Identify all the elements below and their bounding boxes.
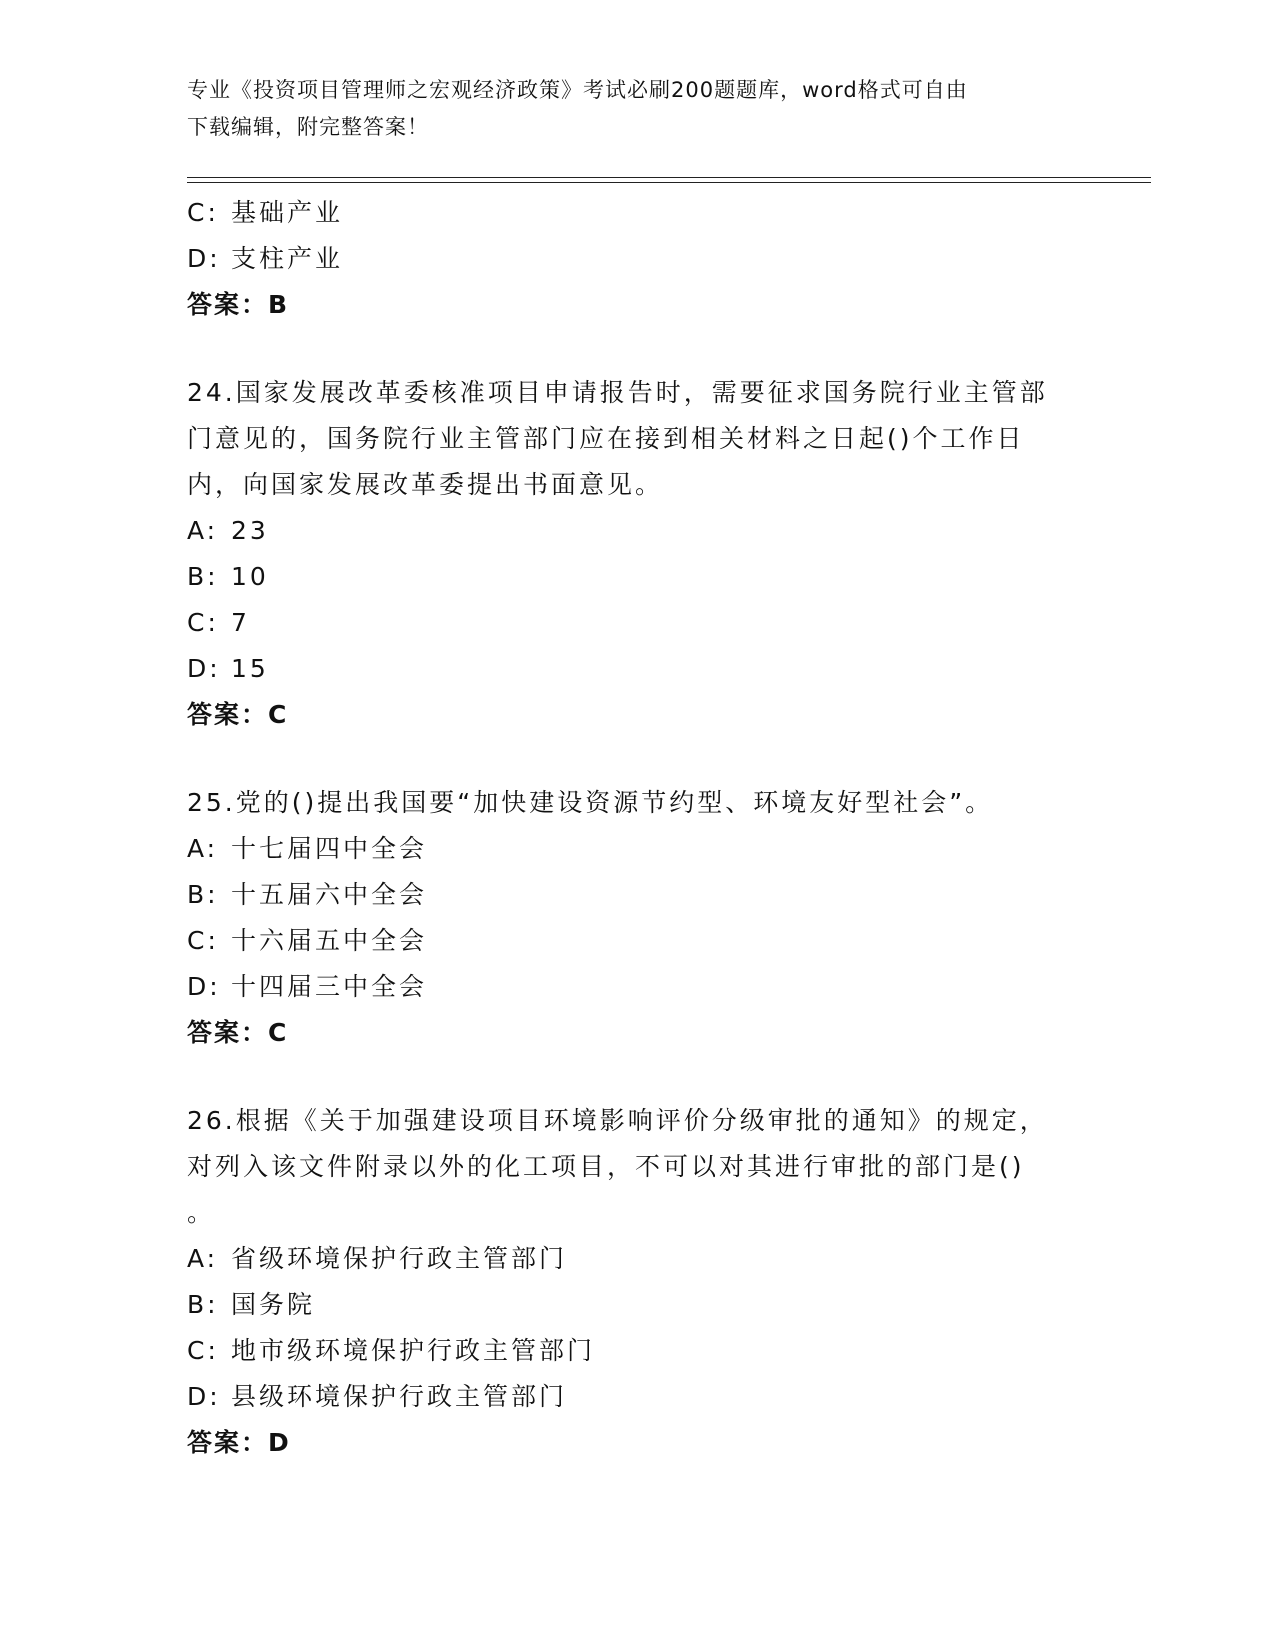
option-label: A:	[187, 1244, 219, 1273]
option-d	[187, 964, 1087, 1010]
header-divider-bottom	[187, 182, 1151, 183]
option-text: 十七届四中全会	[231, 834, 428, 863]
option-a	[187, 508, 1087, 554]
option-b	[187, 872, 1087, 918]
option-label: C:	[187, 926, 219, 955]
option-c	[187, 918, 1087, 964]
option-text: 地市级环境保护行政主管部门	[231, 1336, 596, 1365]
question-24	[187, 370, 1087, 738]
option-b	[187, 554, 1087, 600]
document-header	[187, 72, 1087, 146]
option-d	[187, 236, 1087, 282]
question-stem-line: 门意见的，国务院行业主管部门应在接到相关材料之日起()个工作日	[187, 424, 1025, 453]
option-text: 十六届五中全会	[231, 926, 428, 955]
option-label: C:	[187, 198, 219, 227]
question-stem-line: 24.国家发展改革委核准项目申请报告时，需要征求国务院行业主管部	[187, 378, 1048, 407]
option-text: 十四届三中全会	[231, 972, 428, 1001]
option-c	[187, 600, 1087, 646]
question-stem-line: 对列入该文件附录以外的化工项目，不可以对其进行审批的部门是()	[187, 1152, 1025, 1181]
question-stem-line: 内，向国家发展改革委提出书面意见。	[187, 470, 664, 499]
option-label: D:	[187, 244, 221, 273]
option-a	[187, 826, 1087, 872]
header-line-1: 专业《投资项目管理师之宏观经济政策》考试必刷200题题库，word格式可自由	[187, 78, 968, 102]
option-text: 基础产业	[231, 198, 344, 227]
answer: 答案：B	[187, 290, 290, 319]
option-text: 支柱产业	[231, 244, 344, 273]
option-d	[187, 1374, 1087, 1420]
question-list	[187, 190, 1087, 1466]
header-divider-top	[187, 177, 1151, 178]
answer: 答案：D	[187, 1428, 291, 1457]
option-text: 10	[231, 562, 269, 591]
option-c	[187, 190, 1087, 236]
option-a	[187, 1236, 1087, 1282]
answer: 答案：C	[187, 700, 289, 729]
answer: 答案：C	[187, 1018, 289, 1047]
question-stem-line: 26.根据《关于加强建设项目环境影响评价分级审批的通知》的规定，	[187, 1106, 1048, 1135]
question-stem-line: 25.党的()提出我国要“加快建设资源节约型、环境友好型社会”。	[187, 788, 994, 817]
question-26	[187, 1098, 1087, 1466]
previous-question-tail	[187, 190, 1087, 328]
option-label: B:	[187, 1290, 219, 1319]
option-label: D:	[187, 1382, 221, 1411]
option-label: A:	[187, 834, 219, 863]
option-text: 县级环境保护行政主管部门	[231, 1382, 568, 1411]
option-text: 省级环境保护行政主管部门	[231, 1244, 568, 1273]
option-text: 23	[231, 516, 269, 545]
header-line-2: 下载编辑，附完整答案！	[187, 115, 429, 139]
option-label: D:	[187, 972, 221, 1001]
option-label: A:	[187, 516, 219, 545]
option-label: C:	[187, 608, 219, 637]
option-label: D:	[187, 654, 221, 683]
option-c	[187, 1328, 1087, 1374]
option-text: 7	[231, 608, 250, 637]
option-label: C:	[187, 1336, 219, 1365]
option-label: B:	[187, 880, 219, 909]
option-text: 15	[231, 654, 269, 683]
option-d	[187, 646, 1087, 692]
option-text: 国务院	[231, 1290, 316, 1319]
option-b	[187, 1282, 1087, 1328]
question-25	[187, 780, 1087, 1056]
option-label: B:	[187, 562, 219, 591]
question-stem-line: 。	[187, 1198, 216, 1227]
option-text: 十五届六中全会	[231, 880, 428, 909]
